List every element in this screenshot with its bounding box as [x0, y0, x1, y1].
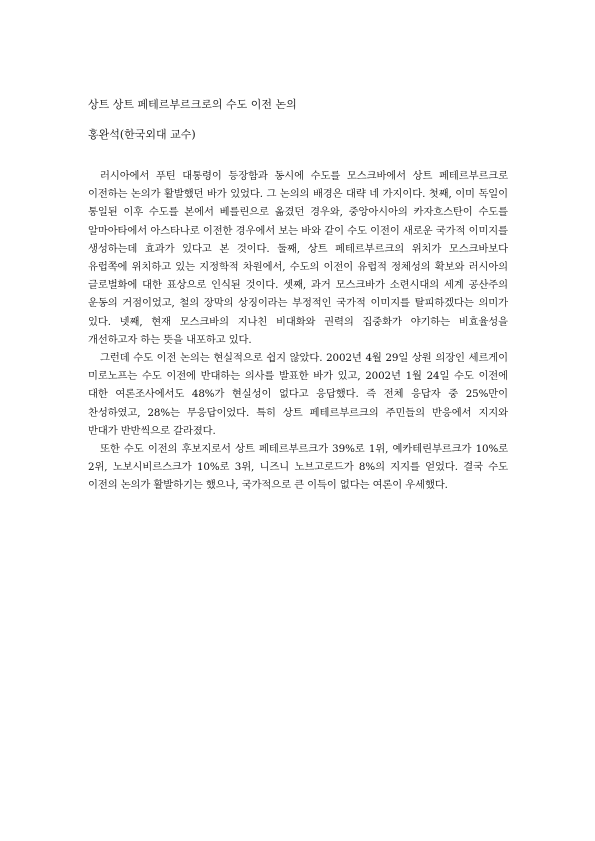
paragraph-3: 또한 수도 이전의 후보지로서 상트 페테르부르크가 39%로 1위, 예카테린부르크가 10%로 2위, 노보시비르스크가 10%로 3위, 니즈니 노브고로드가 8%의 지지를 얻었다. 결국 수도 이전의 논의가 활발하기는 했으나, 국가적으로 큰 이득이 없다는 여론이 우세했다.	[88, 443, 508, 492]
paragraph-1: 러시아에서 푸틴 대통령이 등장함과 동시에 수도를 모스크바에서 상트 페테르부르크로 이전하는 논의가 활발했던 바가 있었다. 그 논의의 배경은 대략 네 가지이다. 첫째, 이미 독일이 통일된 이후 수도를 본에서 베를린으로 옮겼던 경우와, 중앙아시아의 카자흐스탄이 수도를 알마아타에서 아스타나로 이전한 경우에서 보는 바와 같이 수도 이전이 새로운 국가적 이미지를 생성하는데 효과가 있다고 본 것이다. 둘째, 상트 페테르부르크의 위치가 모스크바보다 유럽쪽에 위치하고 있는 지정학적 차원에서, 수도의 이전이 유럽적 정체성의 확보와 러시아의 글로벌화에 대한 표상으로 인식된 것이다. 셋째, 과거 모스크바가 소련시대의 세계 공산주의 운동의 거점이었고, 철의 장막의 상징이라는 부정적인 국가적 이미지를 탈피하겠다는 의미가 있다. 넷째, 현재 모스크바의 지나친 비대화와 권력의 집중화가 야기하는 비효율성을 개선하고자 하는 뜻을 내포하고 있다.	[88, 170, 508, 346]
paragraph-2: 그런데 수도 이전 논의는 현실적으로 쉽지 않았다. 2002년 4월 29일 상원 의장인 세르게이 미로노프는 수도 이전에 반대하는 의사를 발표한 바가 있고, 2002년 1월 24일 수도 이전에 대한 여론조사에서도 48%가 현실성이 없다고 응답했다. 즉 전체 응답자 중 25%만이 찬성하였고, 28%는 무응답이었다. 특히 상트 페테르부르크의 주민들의 반응에서 지지와 반대가 반반씩으로 갈라졌다.	[88, 352, 508, 437]
author-line: 홍완석(한국외대 교수)	[88, 128, 196, 141]
article-body	[88, 167, 508, 495]
document-title: 상트 상트 페테르부르크로의 수도 이전 논의	[88, 98, 297, 111]
